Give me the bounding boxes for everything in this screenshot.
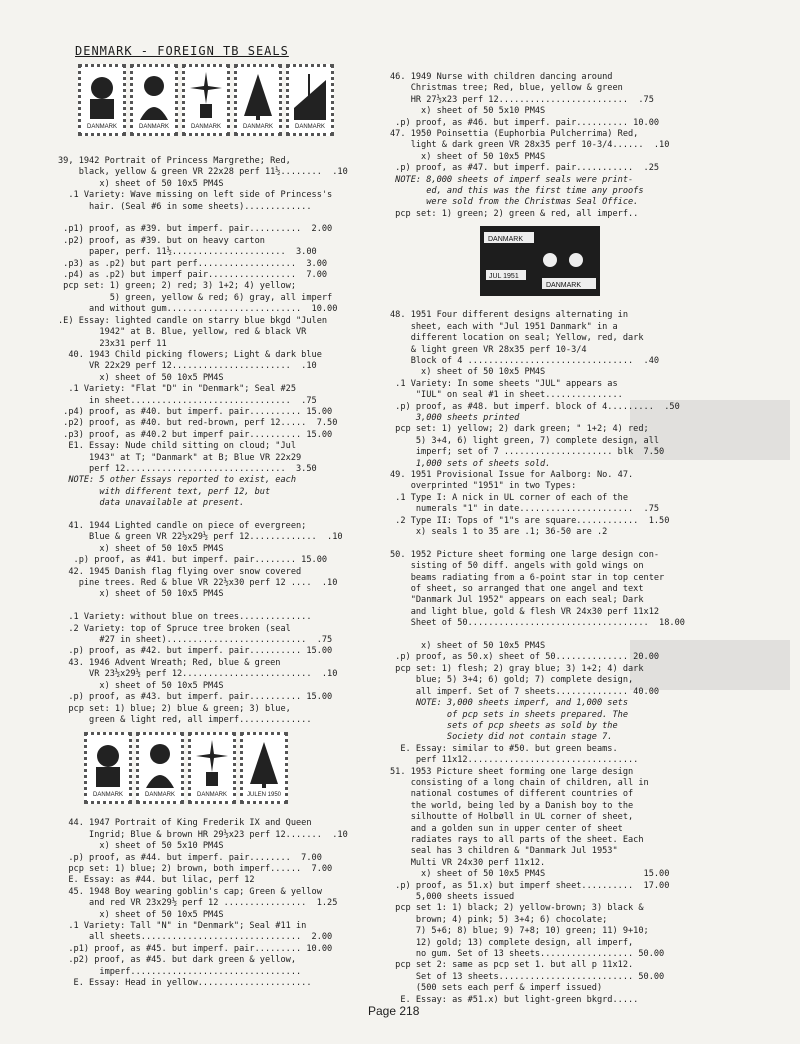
right-line: "IUL" on seal #1 in sheet...............	[390, 390, 623, 401]
left-line: .p1) proof, as #39. but imperf. pair.......... 2.00	[58, 224, 333, 235]
right-line: all imperf. Set of 7 sheets.............. 40.00	[390, 686, 660, 697]
left-line: .2 Variety: top of Spruce tree broken (seal	[58, 623, 291, 634]
right-line: HR 27½x23 perf 12......................... .75	[390, 94, 654, 105]
right-line: x) sheet of 50 10x5 PM4S 15.00	[390, 869, 670, 880]
right-line: Set of 13 sheets.......................... 50.00	[390, 971, 665, 982]
left-line: 40. 1943 Child picking flowers; Light & dark blue	[58, 349, 322, 360]
right-line: x) seals 1 to 35 are .1; 36-50 are .2	[390, 527, 608, 537]
left-line: data unavailable at present.	[58, 498, 245, 509]
left-line: x) sheet of 50 10x5 PM4S	[58, 680, 224, 691]
right-line: sets of pcp sheets as sold by the	[390, 720, 618, 731]
stamp-1945	[286, 64, 334, 136]
left-line: x) sheet of 50 5x10 PM4S	[58, 841, 224, 852]
stamp-row-middle	[84, 732, 378, 812]
left-line: .p4) proof, as #40. but imperf. pair.......... 15.00	[58, 406, 333, 417]
stamp-label: DANMARK	[92, 792, 123, 799]
stamp-1944	[234, 64, 282, 136]
stamp-label: DANMARK	[196, 792, 227, 799]
right-line: Block of 4 ................................ .40	[390, 355, 660, 366]
right-line: .1 Variety: In some sheets "JUL" appears as	[390, 378, 618, 389]
right-line: 7) 5+6; 8) blue; 9) 7+8; 10) green; 11) 9+10;	[390, 926, 649, 937]
right-line: radiates rays to all parts of the sheet. Each	[390, 834, 644, 845]
left-line: hair. (Seal #6 in some sheets).............	[58, 201, 312, 212]
stamp-row-top	[78, 64, 378, 150]
left-line: Ingrid; Blue & brown HR 29½x23 perf 12....... .10	[58, 829, 348, 840]
right-line: national costumes of different countries of	[390, 789, 634, 800]
right-line: .1 Type I: A nick in UL corner of each of the	[390, 492, 628, 503]
right-line: 46. 1949 Nurse with children dancing around	[390, 72, 613, 82]
left-column	[58, 58, 378, 989]
right-line: & light green VR 28x35 perf 10-3/4	[390, 344, 587, 355]
left-line: in sheet............................... .75	[58, 395, 317, 406]
right-line: and light blue, gold & flesh VR 24x30 perf 11x12	[390, 606, 660, 617]
right-line: blue; 5) 3+4; 6) gold; 7) complete design,	[390, 675, 634, 686]
left-line: E. Essay: as #44. but lilac, perf 12	[58, 875, 255, 886]
right-line: silhoutte of Holbøll in UL corner of sheet,	[390, 812, 634, 823]
left-line	[58, 510, 378, 521]
stamp-label: DANMARK	[294, 124, 325, 130]
right-line: 47. 1950 Poinsettia (Euphorbia Pulcherrima) Red,	[390, 129, 639, 140]
right-line: .p) proof, as #47. but imperf. pair........... .25	[390, 163, 660, 174]
right-line: beams radiating from a 6-point star in top center	[390, 572, 665, 583]
right-line: the world, being led by a Danish boy to the	[390, 800, 634, 811]
left-line: pcp set: 1) blue; 2) brown, both imperf...... 7.00	[58, 863, 333, 874]
left-line: x) sheet of 50 10x5 PM4S	[58, 589, 224, 600]
left-line: .p4) as .p2) but imperf pair................. 7.00	[58, 270, 328, 281]
left-line: .p2) proof, as #39. but on heavy carton	[58, 235, 265, 246]
left-line: paper, perf. 11½...................... 3.00	[58, 247, 317, 258]
right-line: 50. 1952 Picture sheet forming one large design con-	[390, 549, 660, 560]
right-line: 5) 3+4, 6) light green, 7) complete design, all	[390, 435, 660, 446]
right-line: .p) proof, as 51.x) but imperf sheet.......... 17.00	[390, 880, 670, 891]
right-line: numerals "1" in date...................... .75	[390, 504, 660, 515]
left-line: 44. 1947 Portrait of King Frederik IX and Queen	[58, 818, 312, 829]
right-line: seal has 3 children & "Danmark Jul 1953"	[390, 846, 618, 857]
left-line: .p3) as .p2) but part perf................... 3.00	[58, 258, 328, 269]
left-line: x) sheet of 50 10x5 PM4S	[58, 909, 224, 920]
right-line: NOTE: 8,000 sheets of imperf seals were print-	[390, 174, 634, 185]
stamp-label: JULEN 1950	[246, 792, 282, 799]
right-line: Christmas tree; Red, blue, yellow & green	[390, 83, 623, 94]
right-line: sisting of 50 diff. angels with gold wings on	[390, 561, 644, 572]
right-line: .2 Type II: Tops of "1"s are square............ 1.50	[390, 515, 670, 526]
right-line: different location on seal; Yellow, red, dark	[390, 333, 644, 344]
left-line: .E) Essay: lighted candle on starry blue bkgd "Julen	[58, 315, 328, 326]
stamp-1943	[182, 64, 230, 136]
right-line: pcp set: 1) yellow; 2) dark green; " 1+2; 4) red;	[390, 424, 649, 435]
sheet-1951-image	[480, 226, 600, 296]
right-line: NOTE: 3,000 sheets imperf, and 1,000 sets	[390, 698, 628, 709]
stamp-1941	[78, 64, 126, 136]
left-line: .p) proof, as #42. but imperf. pair.......... 15.00	[58, 646, 333, 657]
right-line: 1,000 sets of sheets sold.	[390, 458, 551, 469]
right-line: no gum. Set of 13 sheets.................. 50.00	[390, 949, 665, 960]
stamp-label: DANMARK	[86, 124, 117, 130]
left-line: Blue & green VR 22½x29½ perf 12............. .10	[58, 532, 343, 543]
right-line: 48. 1951 Four different designs alternating in	[390, 310, 628, 321]
left-line: .p1) proof, as #45. but imperf. pair......... 10.00	[58, 943, 333, 954]
left-line: imperf.................................	[58, 966, 302, 977]
right-line	[390, 538, 735, 549]
left-line: .1 Variety: "Flat "D" in "Denmark"; Seal #25	[58, 384, 296, 395]
left-line: VR 23½x29½ perf 12......................... .10	[58, 669, 338, 680]
left-line: 5) green, yellow & red; 6) gray, all imperf	[58, 292, 333, 303]
right-line: and a golden sun in upper center of sheet	[390, 823, 623, 834]
right-column	[390, 72, 735, 1006]
left-entries	[58, 156, 378, 989]
right-line: x) sheet of 50 10x5 PM4S	[390, 151, 546, 162]
left-line: 45. 1948 Boy wearing goblin's cap; Green & yellow	[58, 886, 322, 897]
left-line: .p) proof, as #43. but imperf. pair.......... 15.00	[58, 692, 333, 703]
right-line: ed, and this was the first time any proofs	[390, 186, 644, 197]
stamp-1942	[130, 64, 178, 136]
left-line: perf 12............................... 3.50	[58, 463, 317, 474]
stamp-label: DANMARK	[190, 124, 221, 130]
right-entries	[390, 72, 735, 1006]
sheet-mid-label: JUL 1951	[489, 273, 519, 281]
right-line: pcp set: 1) green; 2) green & red, all imperf..	[390, 208, 639, 219]
left-line: pine trees. Red & blue VR 22½x30 perf 12 .... .10	[58, 578, 338, 589]
right-line: 5,000 sheets issued	[390, 892, 515, 902]
left-line: 39, 1942 Portrait of Princess Margrethe; Red,	[58, 156, 291, 166]
left-line: .p2) proof, as #45. but dark green & yellow,	[58, 955, 296, 966]
left-line: NOTE: 5 other Essays reported to exist, each	[58, 475, 296, 486]
right-line: were sold from the Christmas Seal Office.	[390, 197, 639, 208]
left-line: black, yellow & green VR 22x28 perf 11½........ .10	[58, 167, 348, 178]
left-line: x) sheet of 50 10x5 PM4S	[58, 178, 224, 189]
right-line: imperf; set of 7 ..................... blk 7.50	[390, 447, 665, 458]
right-line: x) sheet of 50 10x5 PM4S	[390, 641, 546, 652]
left-line: 43. 1946 Advent Wreath; Red, blue & green	[58, 657, 281, 668]
right-line: brown; 4) pink; 5) 3+4; 6) chocolate;	[390, 914, 608, 925]
right-line: E. Essay: similar to #50. but green beams.	[390, 743, 618, 754]
stamp-label: DANMARK	[138, 124, 169, 130]
page-title: DENMARK - FOREIGN TB SEALS	[75, 44, 289, 58]
left-line: VR 22x29 perf 12....................... .10	[58, 361, 317, 372]
left-line: 42. 1945 Danish flag flying over snow covered	[58, 566, 302, 577]
right-line: 3,000 sheets printed	[390, 412, 520, 423]
left-line: pcp set: 1) green; 2) red; 3) 1+2; 4) yellow;	[58, 281, 296, 292]
left-line: 1943" at T; "Danmark" at B; Blue VR 22x29	[58, 452, 302, 463]
left-line: .p3) proof, as #40.2 but imperf pair.......... 15.00	[58, 429, 333, 440]
left-line	[58, 601, 378, 612]
right-line: 51. 1953 Picture sheet forming one large design	[390, 766, 634, 777]
left-line: .1 Variety: Tall "N" in "Denmark"; Seal #11 in	[58, 920, 307, 931]
right-line: Sheet of 50................................... 18.00	[390, 618, 685, 629]
left-line: E. Essay: Head in yellow......................	[58, 978, 312, 988]
left-line: E1. Essay: Nude child sitting on cloud; "Jul	[58, 441, 296, 452]
left-line: and without gum.......................... 10.00	[58, 304, 338, 315]
right-line: "Danmark Jul 1952" appears on each seal; Dark	[390, 595, 644, 606]
stamp-1947	[84, 732, 132, 804]
sheet-top-label: DANMARK	[488, 236, 524, 244]
right-line: of sheet, so arranged that one angel and text	[390, 584, 644, 595]
right-line: pcp set 2: same as pcp set 1. but all p 11x12.	[390, 960, 634, 971]
left-line: 23x31 perf 11	[58, 338, 167, 349]
right-line: (500 sets each perf & imperf issued)	[390, 983, 603, 994]
right-line: perf 11x12.................................	[390, 755, 639, 766]
left-line: all sheets............................... 2.00	[58, 932, 333, 943]
right-line: sheet, each with "Jul 1951 Danmark" in a	[390, 321, 618, 332]
right-line: .p) proof, as 50.x) sheet of 50.............. 20.00	[390, 652, 660, 663]
left-line: 1942" at B. Blue, yellow, red & black VR	[58, 327, 307, 338]
left-line: 41. 1944 Lighted candle on piece of evergreen;	[58, 521, 307, 531]
left-line: green & light red, all imperf..............	[58, 714, 312, 725]
right-line: pcp set 1: 1) black; 2) yellow-brown; 3) black &	[390, 903, 644, 914]
right-line	[390, 630, 735, 641]
left-line: and red VR 23x29½ perf 12 ................ 1.25	[58, 898, 338, 909]
page-number: Page 218	[368, 1004, 420, 1018]
left-line: #27 in sheet)........................... .75	[58, 635, 333, 646]
right-line: light & dark green VR 28x35 perf 10-3/4...... .10	[390, 140, 670, 151]
right-line: overprinted "1951" in two Types:	[390, 481, 577, 492]
right-line: E. Essay: as #51.x) but light-green bkgrd.....	[390, 994, 639, 1005]
left-line: .1 Variety: Wave missing on left side of Princess's	[58, 190, 333, 201]
left-line: .p) proof, as #41. but imperf. pair........ 15.00	[58, 555, 328, 566]
right-line: pcp set: 1) flesh; 2) gray blue; 3) 1+2; 4) dark	[390, 663, 644, 674]
left-line: .1 Variety: without blue on trees..............	[58, 612, 312, 623]
stamp-label: DANMARK	[242, 124, 273, 130]
left-line: x) sheet of 50 10x5 PM4S	[58, 372, 224, 383]
right-line: .p) proof, as #46. but imperf. pair.......... 10.00	[390, 117, 660, 128]
left-line: .p2) proof, as #40. but red-brown, perf 12..... 7.50	[58, 418, 338, 429]
stamp-1948	[136, 732, 184, 804]
right-line: 12) gold; 13) complete design, all imperf,	[390, 937, 634, 948]
left-line: with different text, perf 12, but	[58, 486, 271, 497]
left-line: .p) proof, as #44. but imperf. pair........ 7.00	[58, 852, 322, 863]
left-line: pcp set: 1) blue; 2) blue & green; 3) blue,	[58, 703, 291, 714]
right-line: of pcp sets in sheets prepared. The	[390, 709, 628, 720]
right-line: 49. 1951 Provisional Issue for Aalborg: No. 47.	[390, 469, 634, 480]
sheet-bot-label: DANMARK	[546, 282, 582, 290]
right-line: x) sheet of 50 5x10 PM4S	[390, 106, 546, 117]
right-line: Society did not contain stage 7.	[390, 732, 613, 743]
stamp-1949	[188, 732, 236, 804]
right-line: Multi VR 24x30 perf 11x12.	[390, 857, 546, 868]
right-line: x) sheet of 50 10x5 PM4S	[390, 367, 546, 378]
stamp-label: DANMARK	[144, 792, 175, 799]
right-line: consisting of a long chain of children, all in	[390, 777, 649, 788]
right-line: .p) proof, as #48. but imperf. block of 4......... .50	[390, 401, 680, 412]
left-line: x) sheet of 50 10x5 PM4S	[58, 543, 224, 554]
left-line	[58, 213, 378, 224]
stamp-1950	[240, 732, 288, 804]
